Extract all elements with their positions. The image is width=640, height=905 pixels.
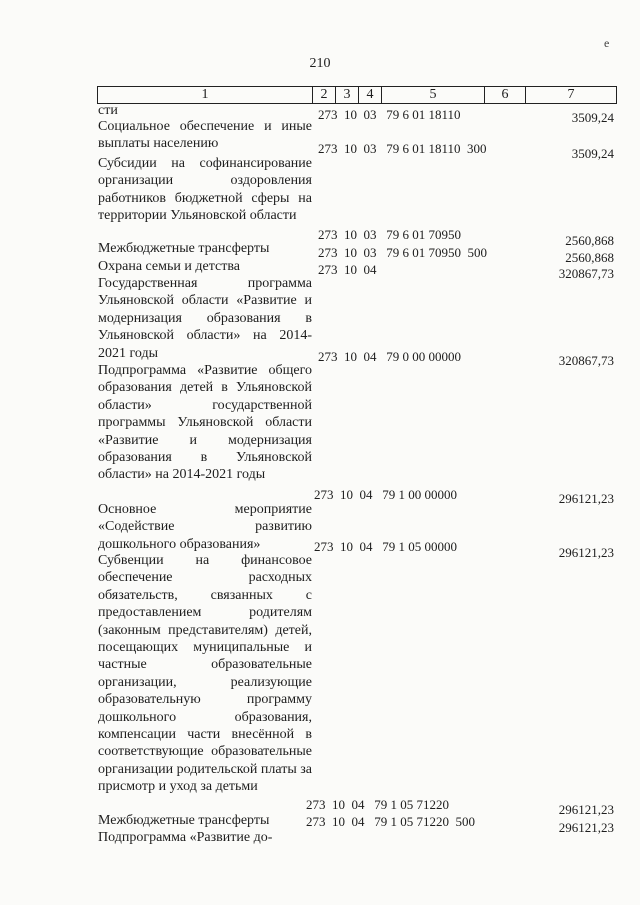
column-header-5: 5 [382,87,485,104]
row-amount: 2560,868 [565,233,614,248]
row-amount: 296121,23 [558,491,614,506]
row-amount: 2560,868 [565,250,614,265]
corner-mark: е [604,36,610,50]
row-name: сти [98,103,118,118]
row-codes: 273 10 04 79 1 05 00000 [314,539,457,554]
row-name: Государственная программа Ульяновской области «Развитие и модернизация образования в Ульяновской области» на 2014-2021 годы [98,276,312,361]
row-amount: 296121,23 [558,802,614,817]
row-codes: 273 10 03 79 6 01 18110 300 [318,141,487,156]
row-codes: 273 10 03 79 6 01 18110 [318,107,461,122]
row-amount: 296121,23 [558,545,614,560]
column-header-7: 7 [526,87,617,104]
column-header-1: 1 [98,87,313,104]
row-name: Подпрограмма «Развитие до- [98,830,273,845]
row-name: Субсидии на софинансирование организации оздоровления работников бюджетной сферы на территории Ульяновской области [98,156,312,224]
row-name: Межбюджетные трансферты [98,241,270,256]
row-codes: 273 10 04 79 1 05 71220 500 [306,814,475,829]
row-name: Субвенции на финансовое обеспечение расходных обязательств, связанных с предоставлением родителям (законным представителям) детей, посещающих муниципальные и частные образовательные организации, реализующие образовательную программу дошкольного образования, компенсации части внесённой в соответствующие образовательные организации родительской платы за присмотр и уход за детьми [98,553,312,795]
row-codes: 273 10 04 79 1 05 71220 [306,797,449,812]
row-codes: 273 10 03 79 6 01 70950 [318,227,461,242]
row-amount: 296121,23 [558,820,614,835]
column-header-2: 2 [313,87,336,104]
row-amount: 3509,24 [571,146,614,161]
row-name: Охрана семьи и детства [98,259,240,274]
row-name: Социальное обеспечение и иные выплаты населению [98,119,312,152]
row-codes: 273 10 04 [318,262,377,277]
row-name: Основное мероприятие «Содействие развитию дошкольного образования» [98,502,312,552]
row-codes: 273 10 04 79 1 00 00000 [314,487,457,502]
column-header-3: 3 [336,87,359,104]
row-amount: 320867,73 [558,353,614,368]
column-header-4: 4 [359,87,382,104]
row-amount: 3509,24 [571,110,614,125]
page-number: 210 [309,56,331,71]
row-codes: 273 10 04 79 0 00 00000 [318,349,461,364]
row-amount: 320867,73 [558,266,614,281]
row-codes: 273 10 03 79 6 01 70950 500 [318,245,487,260]
row-name: Подпрограмма «Развитие общего образования детей в Ульяновской области» государственной программы Ульяновской области «Развитие и модернизация образования в Ульяновской области» на 2014-2021 годы [98,363,312,483]
column-header-6: 6 [485,87,526,104]
row-name: Межбюджетные трансферты [98,813,270,828]
